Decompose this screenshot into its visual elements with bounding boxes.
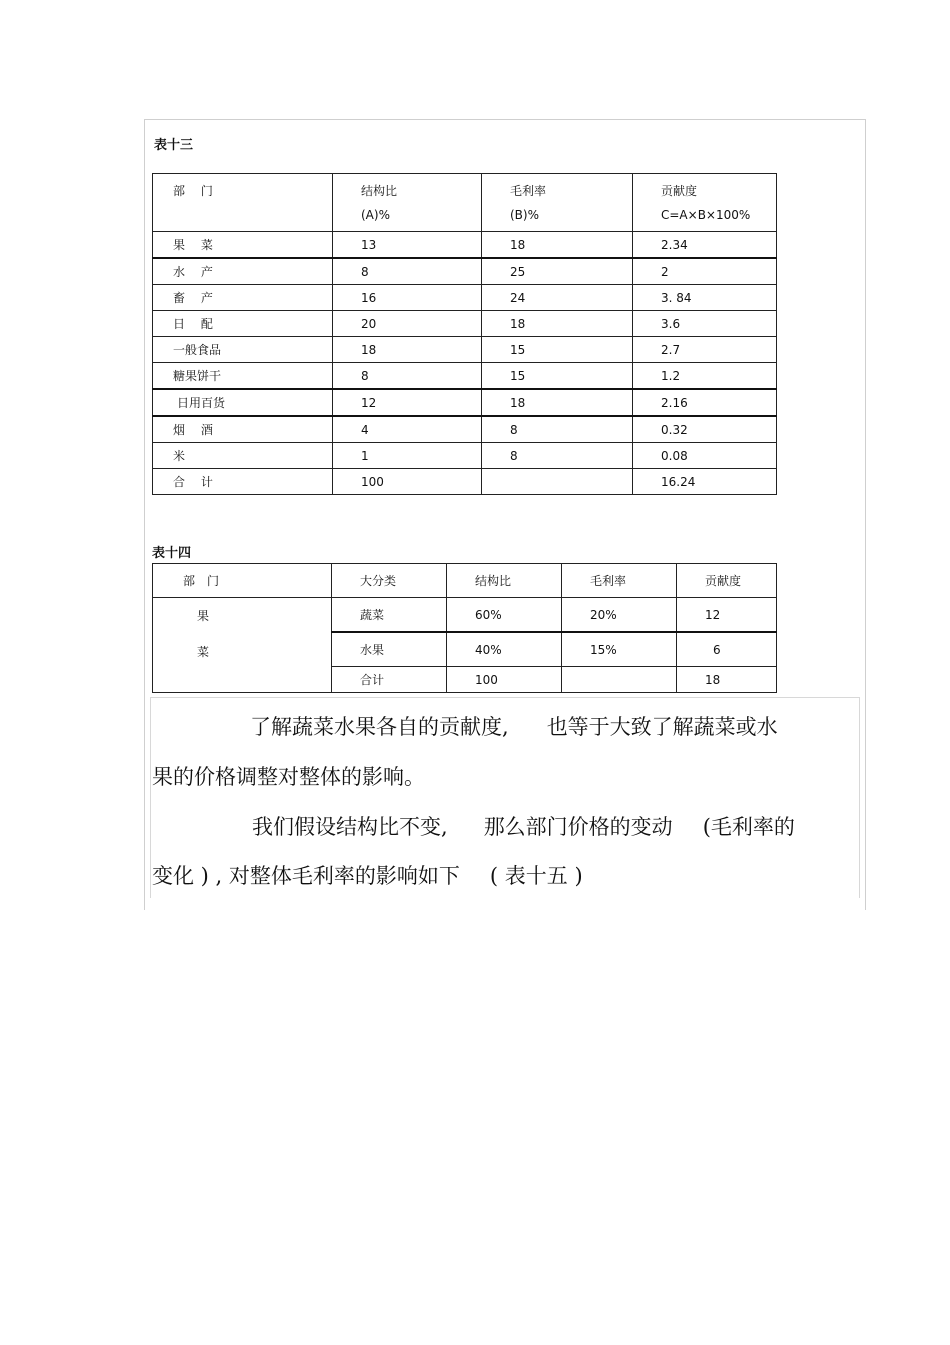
table-row — [153, 598, 777, 633]
paragraph2-line2-part1: 变化 ) , 对整体毛利率的影响如下 — [152, 864, 460, 888]
table13-header-margin-l2: (B)% — [510, 208, 539, 222]
contrib-cell: 3. 84 — [633, 285, 777, 311]
struct-cell: 8 — [333, 363, 482, 390]
contrib-cell: 12 — [677, 598, 777, 633]
margin-cell: 8 — [482, 416, 633, 443]
margin-cell: 15 — [482, 337, 633, 363]
struct-cell: 13 — [333, 232, 482, 259]
table13-header-contrib-l2: C=A×B×100% — [661, 208, 751, 222]
table-row — [153, 363, 777, 390]
dept-cell: 日用百货 — [153, 389, 333, 416]
table14-dept-line2: 菜 — [197, 645, 210, 659]
paragraph2-line1-part2: 那么部门价格的变动 — [483, 815, 673, 839]
margin-cell: 20% — [562, 598, 677, 633]
margin-cell: 24 — [482, 285, 633, 311]
table14-header-row — [153, 564, 777, 598]
struct-cell: 60% — [447, 598, 562, 633]
table13-header-margin-l1: 毛利率 — [510, 184, 547, 198]
table13-header-row — [153, 174, 777, 232]
paragraph2-line2-part2: ( 表十五 ) — [489, 864, 583, 888]
paragraph2-line2 — [152, 860, 583, 890]
category-cell: 蔬菜 — [332, 598, 447, 633]
margin-cell: 18 — [482, 232, 633, 259]
paragraph2-line1 — [252, 811, 795, 841]
paragraph1-line1 — [250, 711, 778, 741]
table-row — [153, 258, 777, 285]
paragraph2-line1-part3: (毛利率的 — [702, 815, 795, 839]
category-cell: 合计 — [332, 667, 447, 693]
dept-cell: 合 计 — [153, 469, 333, 495]
table-row — [153, 311, 777, 337]
table13-header-margin — [482, 174, 633, 232]
table14-caption: 表十四 — [152, 546, 192, 561]
contrib-cell: 18 — [677, 667, 777, 693]
contrib-cell: 2 — [633, 258, 777, 285]
dept-cell: 果 菜 — [153, 232, 333, 259]
struct-cell: 8 — [333, 258, 482, 285]
table13 — [152, 173, 777, 495]
struct-cell: 18 — [333, 337, 482, 363]
contrib-cell: 0.32 — [633, 416, 777, 443]
table14-header-struct: 结构比 — [447, 564, 562, 598]
table-row — [153, 232, 777, 259]
paragraph1-line1-part1: 了解蔬菜水果各自的贡献度, — [250, 715, 509, 739]
category-cell: 水果 — [332, 632, 447, 667]
table14-header-category: 大分类 — [332, 564, 447, 598]
table13-header-contrib-l1: 贡献度 — [661, 184, 698, 198]
struct-cell: 12 — [333, 389, 482, 416]
dept-cell: 日 配 — [153, 311, 333, 337]
margin-cell: 18 — [482, 389, 633, 416]
table14-dept-line1: 果 — [197, 609, 210, 623]
paragraph1-line1-part2: 也等于大致了解蔬菜或水 — [546, 715, 778, 739]
struct-cell: 1 — [333, 443, 482, 469]
table13-caption: 表十三 — [154, 138, 194, 153]
table13-header-struct — [333, 174, 482, 232]
table14 — [152, 563, 777, 693]
table13-header-dept: 部 门 — [153, 174, 333, 232]
margin-cell: 15% — [562, 632, 677, 667]
dept-cell: 米 — [153, 443, 333, 469]
struct-cell: 4 — [333, 416, 482, 443]
margin-cell — [482, 469, 633, 495]
contrib-cell: 2.7 — [633, 337, 777, 363]
contrib-cell: 1.2 — [633, 363, 777, 390]
dept-cell: 一般食品 — [153, 337, 333, 363]
struct-cell: 16 — [333, 285, 482, 311]
struct-cell: 40% — [447, 632, 562, 667]
dept-cell: 糖果饼干 — [153, 363, 333, 390]
margin-cell: 18 — [482, 311, 633, 337]
paragraph2-line1-part1: 我们假设结构比不变, — [252, 815, 448, 839]
table13-header-struct-l2: (A)% — [361, 208, 390, 222]
table13-header-struct-l1: 结构比 — [361, 184, 398, 198]
contrib-cell: 0.08 — [633, 443, 777, 469]
table-row — [153, 416, 777, 443]
margin-cell — [562, 667, 677, 693]
table14-header-margin: 毛利率 — [562, 564, 677, 598]
table14-dept-cell — [153, 598, 332, 693]
table-row — [153, 443, 777, 469]
table-row — [153, 389, 777, 416]
table14-header-contrib: 贡献度 — [677, 564, 777, 598]
contrib-cell: 3.6 — [633, 311, 777, 337]
table-row — [153, 285, 777, 311]
struct-cell: 20 — [333, 311, 482, 337]
paragraph1-line2: 果的价格调整对整体的影响。 — [152, 765, 425, 789]
dept-cell: 畜 产 — [153, 285, 333, 311]
margin-cell: 8 — [482, 443, 633, 469]
struct-cell: 100 — [447, 667, 562, 693]
margin-cell: 25 — [482, 258, 633, 285]
table-row — [153, 337, 777, 363]
contrib-cell: 16.24 — [633, 469, 777, 495]
margin-cell: 15 — [482, 363, 633, 390]
dept-cell: 烟 酒 — [153, 416, 333, 443]
contrib-cell: 2.16 — [633, 389, 777, 416]
contrib-cell: 2.34 — [633, 232, 777, 259]
contrib-cell: 6 — [677, 632, 777, 667]
struct-cell: 100 — [333, 469, 482, 495]
table13-header-contrib — [633, 174, 777, 232]
table-row — [153, 469, 777, 495]
dept-cell: 水 产 — [153, 258, 333, 285]
table14-header-dept: 部 门 — [153, 564, 332, 598]
